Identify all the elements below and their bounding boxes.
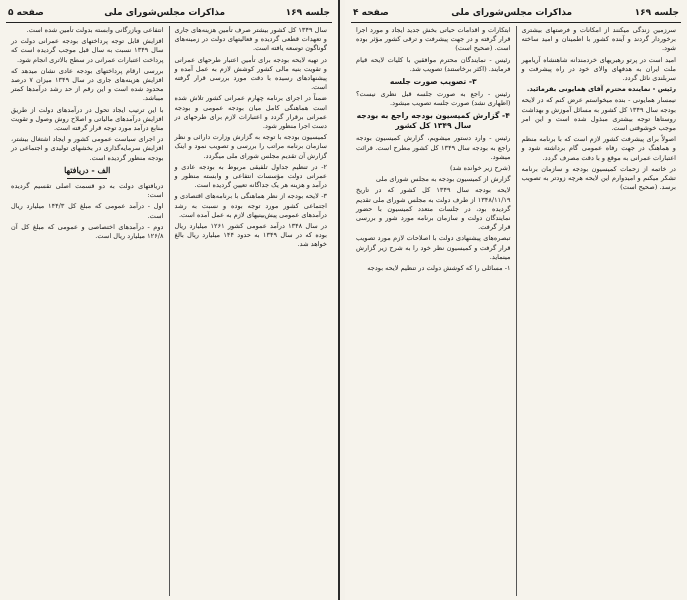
left-page-col-left	[6, 26, 170, 596]
speaker-line: رئیس - نماینده محترم آقای همایونی بفرمائید.	[526, 85, 676, 94]
section-subheading: الف - دریافتها	[64, 164, 111, 175]
paragraph: گزارش از کمیسیون بودجه به مجلس شورای ملی	[376, 175, 511, 184]
right-page-col-left	[351, 26, 517, 596]
paragraph: در خاتمه از زحمات کمیسیون بودجه و سازمان برنامه تشکر میکنم و امیدوارم این لایحه هرچه زودتر به تصویب برسد. (صحیح است)	[521, 164, 676, 192]
paragraph: ۱- مسائلی را که کوشش دولت در تنظیم لایحه بودجه	[367, 264, 511, 273]
paragraph: بررسی ارقام پرداختهای بودجه عادی نشان میدهد که افزایش هزینه‌های جاری در سال ۱۳۴۹ میزان ۷ درصد محدود شده است و این رقم از حد رشد درآمدها کمتر میباشد.	[11, 66, 164, 103]
paragraph: ۲- در تنظیم جداول تلفیقی مربوط به بودجه عادی و عمرانی دولت مؤسسات انتفاعی و وابسته منظور و درآمد و هزینه هر یک جداگانه تعیین گردیده است.	[174, 162, 327, 190]
left-session-label: جلسه ۱۶۹	[285, 8, 330, 18]
paragraph: سرزمین زندگی میکنند از امکانات و فرصتهای بیشتری برخوردار گردند و آینده کشور با اطمینان و امید ساخته شود.	[521, 26, 676, 53]
paragraph: ۳- لایحه بودجه از نظر هماهنگی با برنامه‌های اقتصادی و اجتماعی کشور مورد توجه بوده و نسبت به رشد درآمدهای عمومی پیش‌بینیهای لازم به عمل آمده است.	[174, 192, 327, 219]
left-page-title: مذاکرات مجلس‌شورای ملی	[104, 8, 226, 18]
left-page-number: صفحه ۵	[8, 8, 44, 18]
paragraph: تبصره‌های پیشنهادی دولت با اصلاحات لازم مورد تصویب قرار گرفت و کمیسیون نظر خود را به شرح زیر گزارش مینماید.	[356, 234, 511, 261]
paragraph: افزایش قابل توجه پرداختهای بودجه عمرانی دولت در سال ۱۳۴۹ نسبت به سال قبل موجب گردیده است که پرداخت اعتبارات عمرانی در سطح بالاتری انجام شود.	[11, 37, 164, 64]
paragraph: اول - درآمد عمومی که مبلغ کل ۱۴۴/۳ میلیارد ریال است.	[11, 202, 164, 220]
left-page	[0, 0, 340, 600]
left-header-rule	[6, 22, 332, 23]
paragraph: در تهیه لایحه بودجه برای تأمین اعتبار طرحهای عمرانی و تقویت بنیه مالی کشور کوشش لازم به عمل آمده و پیشنهادهای رسیده با دقت مورد بررسی قرار گرفته است.	[174, 55, 327, 92]
right-page-header	[353, 6, 679, 20]
section-heading-minutes: ۳- تصویب صورت جلسه	[389, 77, 477, 87]
paragraph: در اجرای سیاست عمومی کشور و ایجاد اشتغال بیشتر، افزایش سرمایه‌گذاری در بخشهای تولیدی و اجتماعی در بودجه منظور گردیده است.	[11, 135, 164, 162]
subheading-underline	[67, 178, 107, 179]
paragraph: دوم - درآمدهای اختصاصی و عمومی که مبلغ کل آن ۱۲۶/۸ میلیارد ریال است.	[11, 222, 164, 241]
paragraph: انتفاعی وبازرگانی وابسته بدولت تأمین شده است.	[26, 26, 164, 34]
paragraph: رئیس - وارد دستور میشویم، گزارش کمیسیون بودجه راجع به بودجه سال ۱۳۴۹ کل کشور مطرح است. قرائت میشود.	[356, 134, 511, 161]
right-page-number: صفحه ۴	[353, 8, 389, 18]
paragraph: رئیس - راجع به صورت جلسه قبل نظری نیست؟ (اظهاری نشد) صورت جلسه تصویب میشود.	[356, 90, 511, 108]
right-session-label: جلسه ۱۶۹	[634, 8, 679, 18]
paragraph: ابتکارات و اقدامات حیاتی بخش جدید ایجاد و مورد اجرا قرار گرفته و در جهت پیشرفت و ترقی کشور مؤثر بوده است. (صحیح است)	[356, 26, 511, 53]
paragraph: لایحه بودجه سال ۱۳۴۹ کل کشور که در تاریخ ۱۳۴۸/۱۱/۱۹ از طرف دولت به مجلس شورای ملی تقدیم گردیده بود، در جلسات متعدد کمیسیون با حضور نمایندگان دولت و سازمان برنامه مورد شور و بررسی قرار گرفت.	[356, 186, 511, 232]
paragraph: در سال ۱۳۴۸ درآمد عمومی کشور ۱۲۶۱ میلیارد ریال بوده که در سال ۱۳۴۹ به حدود ۱۴۴ میلیارد ریال بالغ خواهد شد.	[174, 222, 328, 249]
paragraph: نیمسار همایونی - بنده میخواستم عرض کنم که در لایحه بودجه سال ۱۳۴۹ کل کشور به مسائل آموزش و بهداشت روستاها توجه بیشتری مبذول شده است و این امر موجب خوشوقتی است.	[521, 96, 676, 133]
left-page-header	[8, 6, 330, 20]
paragraph: ضمناً در اجرای برنامه چهارم عمرانی کشور تلاش شده است هماهنگی کامل میان بودجه عمومی و بودجه عمرانی برقرار گردد و اعتبارات لازم برای طرحهای در دست اجرا منظور شود.	[174, 94, 327, 131]
paragraph: دریافتهای دولت به دو قسمت اصلی تقسیم گردیده است:	[11, 182, 164, 200]
paragraph: کمیسیون بودجه با توجه به گزارش وزارت دارائی و نظر سازمان برنامه مراتب را بررسی و تصویب نمود و اینک گزارش آن تقدیم مجلس شورای ملی میگردد.	[174, 133, 327, 160]
paragraph: (شرح زیر خوانده شد)	[449, 164, 511, 173]
left-page-col-right	[170, 26, 333, 596]
right-page-title: مذاکرات مجلس‌شورای ملی	[451, 8, 573, 18]
right-header-rule	[351, 22, 681, 23]
paragraph: اصولاً برای پیشرفت کشور لازم است که با برنامه منظم و هماهنگ در جهت رفاه عمومی گام برداشته شود و اعتبارات عمرانی به موقع و با دقت مصرف گردد.	[521, 135, 676, 162]
paragraph: سال ۱۳۴۹ کل کشور بیشتر صرف تأمین هزینه‌های جاری و تعهدات قطعی گردیده و فعالیتهای دولت در زمینه‌های گوناگون توسعه یافته است.	[174, 26, 328, 53]
paragraph: امید است در پرتو رهبریهای خردمندانه شاهنشاه آریامهر ملت ایران به هدفهای والای خود در راه پیشرفت و سربلندی نائل گردد.	[521, 55, 676, 83]
right-page-col-right	[517, 26, 682, 596]
right-page	[345, 0, 687, 600]
paragraph: رئیس - نمایندگان محترم موافقین با کلیات لایحه قیام فرمایند. (اکثر برخاستند) تصویب شد.	[356, 55, 511, 73]
section-heading-budget-report: ۴- گزارش کمیسیون بودجه راجع به بودجه سال ۱۳۴۹ کل کشور	[356, 111, 510, 131]
paragraph: با این ترتیب ایجاد تحول در درآمدهای دولت از طریق افزایش درآمدهای مالیاتی و اصلاح روش وصول و تقویت منابع درآمد مورد توجه قرار گرفته است.	[11, 105, 164, 133]
